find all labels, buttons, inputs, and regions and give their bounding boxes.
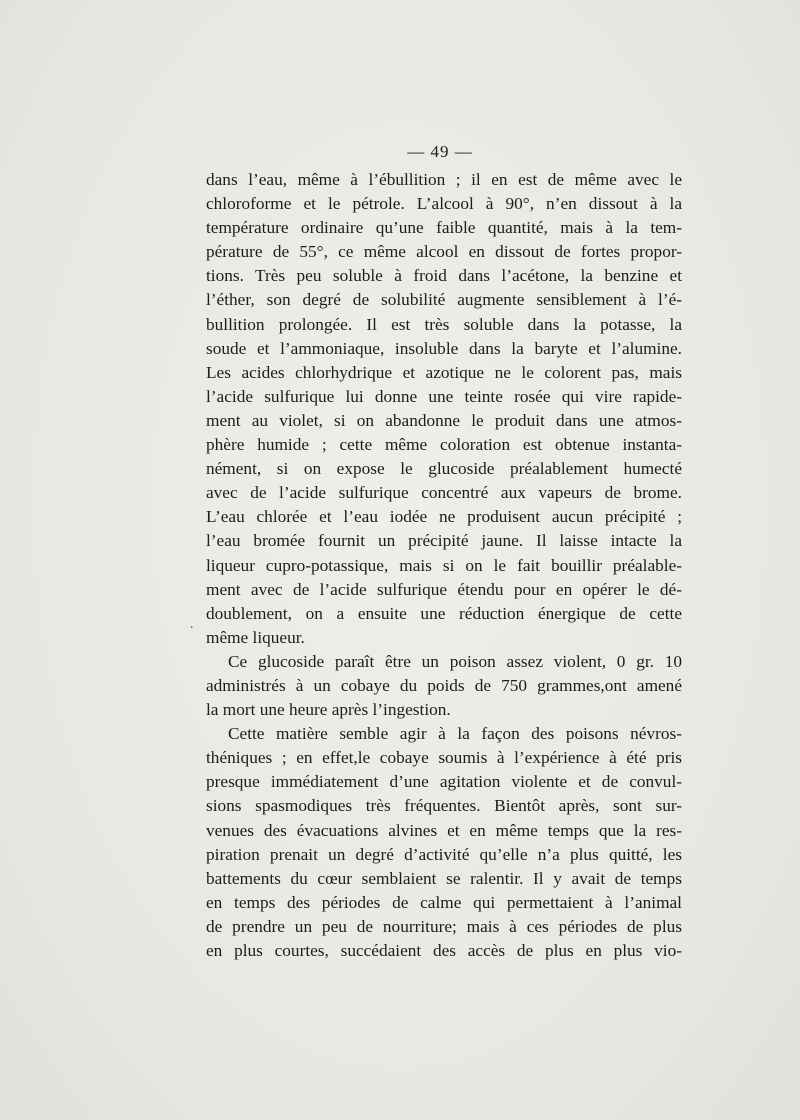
- text-line: chloroforme et le pétrole. L’alcool à 90°, n’en dissout à la: [206, 194, 682, 214]
- text-line: nément, si on expose le glucoside préalablement humecté: [206, 459, 682, 479]
- text-line: phère humide ; cette même coloration est obtenue instanta-: [206, 435, 682, 455]
- text-line: température ordinaire qu’une faible quantité, mais à la tem-: [206, 218, 682, 238]
- text-line: théniques ; en effet,le cobaye soumis à l’expérience à été pris: [206, 748, 682, 768]
- text-line: venues des évacuations alvines et en même temps que la res-: [206, 820, 682, 840]
- text-line: pérature de 55°, ce même alcool en dissout de fortes propor-: [206, 242, 682, 262]
- text-line: l’acide sulfurique lui donne une teinte rosée qui vire rapide-: [206, 386, 682, 406]
- text-line: bullition prolongée. Il est très soluble dans la potasse, la: [206, 314, 682, 334]
- text-line: liqueur cupro-potassique, mais si on le fait bouillir préalable-: [206, 555, 682, 575]
- text-line: dans l’eau, même à l’ébullition ; il en est de même avec le: [206, 170, 682, 189]
- text-line: doublement, on a ensuite une réduction énergique de cette: [206, 603, 682, 623]
- text-line: sions spasmodiques très fréquentes. Bientôt après, sont sur-: [206, 796, 682, 816]
- page-number: — 49 —: [407, 142, 473, 161]
- text-line: la mort une heure après l’ingestion.: [206, 700, 451, 720]
- body-text: [206, 168, 682, 963]
- text-line: Les acides chlorhydrique et azotique ne le colorent pas, mais: [206, 362, 682, 382]
- text-line: ment au violet, si on abandonne le produit dans une atmos-: [206, 410, 682, 430]
- text-line: de prendre un peu de nourriture; mais à ces périodes de plus: [206, 916, 682, 936]
- text-line: Cette matière semble agir à la façon des poisons névros-: [228, 724, 682, 744]
- text-line: Ce glucoside paraît être un poison assez violent, 0 gr. 10: [228, 651, 682, 671]
- text-line: avec de l’acide sulfurique concentré aux vapeurs de brome.: [206, 483, 682, 503]
- text-line: ment avec de l’acide sulfurique étendu pour en opérer le dé-: [206, 579, 682, 599]
- text-line: en plus courtes, succédaient des accès de plus en plus vio-: [206, 941, 682, 960]
- text-line: piration prenait un degré d’activité qu’elle n’a plus quitté, les: [206, 844, 682, 864]
- text-line: même liqueur.: [206, 627, 305, 647]
- text-line: battements du cœur semblaient se ralentir. Il y avait de temps: [206, 868, 682, 888]
- text-line: l’éther, son degré de solubilité augmente sensiblement à l’é-: [206, 290, 682, 310]
- text-line: en temps des périodes de calme qui permettaient à l’animal: [206, 892, 682, 912]
- text-line: L’eau chlorée et l’eau iodée ne produisent aucun précipité ;: [206, 507, 682, 527]
- text-line: administrés à un cobaye du poids de 750 grammes,ont amené: [206, 675, 682, 695]
- text-line: l’eau bromée fournit un précipité jaune. Il laisse intacte la: [206, 531, 682, 551]
- text-line: presque immédiatement d’une agitation violente et de convul-: [206, 772, 682, 792]
- margin-dot: .: [190, 617, 194, 632]
- text-line: soude et l’ammoniaque, insoluble dans la baryte et l’alumine.: [206, 338, 682, 358]
- text-line: tions. Très peu soluble à froid dans l’acétone, la benzine et: [206, 266, 682, 286]
